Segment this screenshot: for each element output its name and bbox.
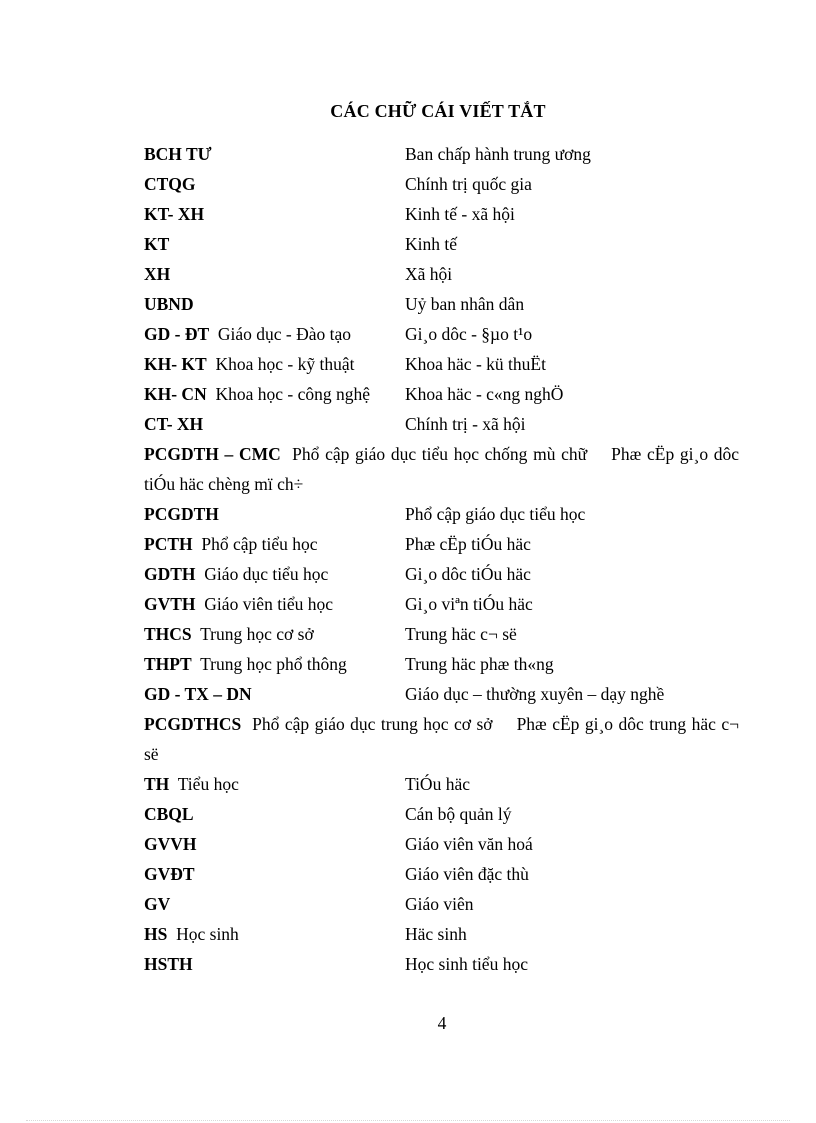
meaning: Gi¸o dôc tiÓu häc xyxy=(405,564,531,584)
list-item xyxy=(144,769,739,799)
list-item xyxy=(144,319,739,349)
description: Trung học phổ thông xyxy=(200,654,347,674)
abbreviation: GD - ĐT xyxy=(144,324,210,344)
description: Trung học cơ sở xyxy=(200,624,314,644)
meaning: Cán bộ quản lý xyxy=(405,804,512,824)
meaning: TiÓu häc xyxy=(405,774,470,794)
meaning: Xã hội xyxy=(405,264,453,284)
abbreviation: UBND xyxy=(144,294,194,314)
list-item xyxy=(144,889,739,919)
abbreviation: BCH TƯ xyxy=(144,144,212,164)
meaning: Phæ cËp gi¸o dôc tiÓu häc chèng mï ch÷ xyxy=(144,444,740,494)
abbreviation: PCGDTH – CMC xyxy=(144,444,281,464)
description: Học sinh xyxy=(176,924,239,944)
list-item xyxy=(144,949,739,979)
meaning: Häc sinh xyxy=(405,924,467,944)
abbreviation: HS xyxy=(144,924,168,944)
abbreviation: PCTH xyxy=(144,534,193,554)
list-item xyxy=(144,289,739,319)
meaning: Giáo viên văn hoá xyxy=(405,834,533,854)
meaning: Giáo viên đặc thù xyxy=(405,864,529,884)
list-item xyxy=(144,559,739,589)
meaning: Phæ cËp gi¸o dôc trung häc c¬ së xyxy=(144,714,740,764)
meaning: Kinh tế - xã hội xyxy=(405,204,515,224)
abbreviation: CBQL xyxy=(144,804,194,824)
abbreviation: GD - TX – DN xyxy=(144,684,252,704)
list-item xyxy=(144,619,739,649)
meaning: Giáo viên xyxy=(405,894,474,914)
meaning: Trung häc phæ th«ng xyxy=(405,654,554,674)
list-item xyxy=(144,409,739,439)
list-item xyxy=(144,229,739,259)
abbreviation: XH xyxy=(144,264,171,284)
list-item xyxy=(144,499,739,529)
abbreviation: CTQG xyxy=(144,174,196,194)
list-item xyxy=(144,679,739,709)
description: Phổ cập giáo dục trung học cơ sở xyxy=(252,714,493,734)
list-item xyxy=(144,859,739,889)
page-bottom-divider xyxy=(26,1120,790,1121)
list-item xyxy=(144,829,739,859)
page-number: 4 xyxy=(437,1013,447,1033)
list-item xyxy=(144,349,739,379)
description: Giáo viên tiểu học xyxy=(204,594,334,614)
abbreviation: THCS xyxy=(144,624,192,644)
page-title: CÁC CHỮ CÁI VIẾT TẮT xyxy=(330,101,546,121)
meaning: Gi¸o dôc - §µo t¹o xyxy=(405,324,533,344)
list-item xyxy=(144,709,739,769)
list-item xyxy=(144,199,739,229)
abbreviation: KH- KT xyxy=(144,354,207,374)
abbreviation-list xyxy=(144,139,739,979)
description: Khoa học - công nghệ xyxy=(215,384,370,404)
list-item xyxy=(144,139,739,169)
abbreviation: PCGDTHCS xyxy=(144,714,242,734)
list-item xyxy=(144,919,739,949)
meaning: Kinh tế xyxy=(405,234,458,254)
meaning: Phæ cËp tiÓu häc xyxy=(405,534,531,554)
abbreviation: GDTH xyxy=(144,564,196,584)
abbreviation: GVTH xyxy=(144,594,196,614)
abbreviation: CT- XH xyxy=(144,414,204,434)
abbreviation: GVĐT xyxy=(144,864,195,884)
list-item xyxy=(144,799,739,829)
meaning: Gi¸o viªn tiÓu häc xyxy=(405,594,533,614)
meaning: Uỷ ban nhân dân xyxy=(405,294,525,314)
meaning: Học sinh tiểu học xyxy=(405,954,528,974)
meaning: Chính trị - xã hội xyxy=(405,414,526,434)
abbreviation: KT xyxy=(144,234,170,254)
list-item xyxy=(144,379,739,409)
description: Phổ cập giáo dục tiểu học chống mù chữ xyxy=(292,444,588,464)
abbreviation: KH- CN xyxy=(144,384,207,404)
description: Khoa học - kỹ thuật xyxy=(215,354,355,374)
abbreviation: TH xyxy=(144,774,170,794)
meaning: Trung häc c¬ së xyxy=(405,624,517,644)
meaning: Ban chấp hành trung ương xyxy=(405,144,591,164)
description: Giáo dục - Đào tạo xyxy=(217,324,352,344)
meaning: Phổ cập giáo dục tiểu học xyxy=(405,504,586,524)
list-item xyxy=(144,649,739,679)
abbreviation: GVVH xyxy=(144,834,197,854)
list-item xyxy=(144,439,739,499)
abbreviation: PCGDTH xyxy=(144,504,219,524)
description: Tiểu học xyxy=(177,774,239,794)
list-item xyxy=(144,259,739,289)
list-item xyxy=(144,589,739,619)
abbreviation: THPT xyxy=(144,654,192,674)
abbreviation: HSTH xyxy=(144,954,193,974)
meaning: Khoa häc - kü thuËt xyxy=(405,354,546,374)
abbreviation: GV xyxy=(144,894,171,914)
description: Giáo dục tiểu học xyxy=(204,564,329,584)
meaning: Chính trị quốc gia xyxy=(405,174,532,194)
meaning: Giáo dục – thường xuyên – dạy nghề xyxy=(405,684,665,704)
list-item xyxy=(144,169,739,199)
meaning: Khoa häc - c«ng nghÖ xyxy=(405,384,564,404)
description: Phổ cập tiểu học xyxy=(201,534,318,554)
abbreviation: KT- XH xyxy=(144,204,205,224)
list-item xyxy=(144,529,739,559)
